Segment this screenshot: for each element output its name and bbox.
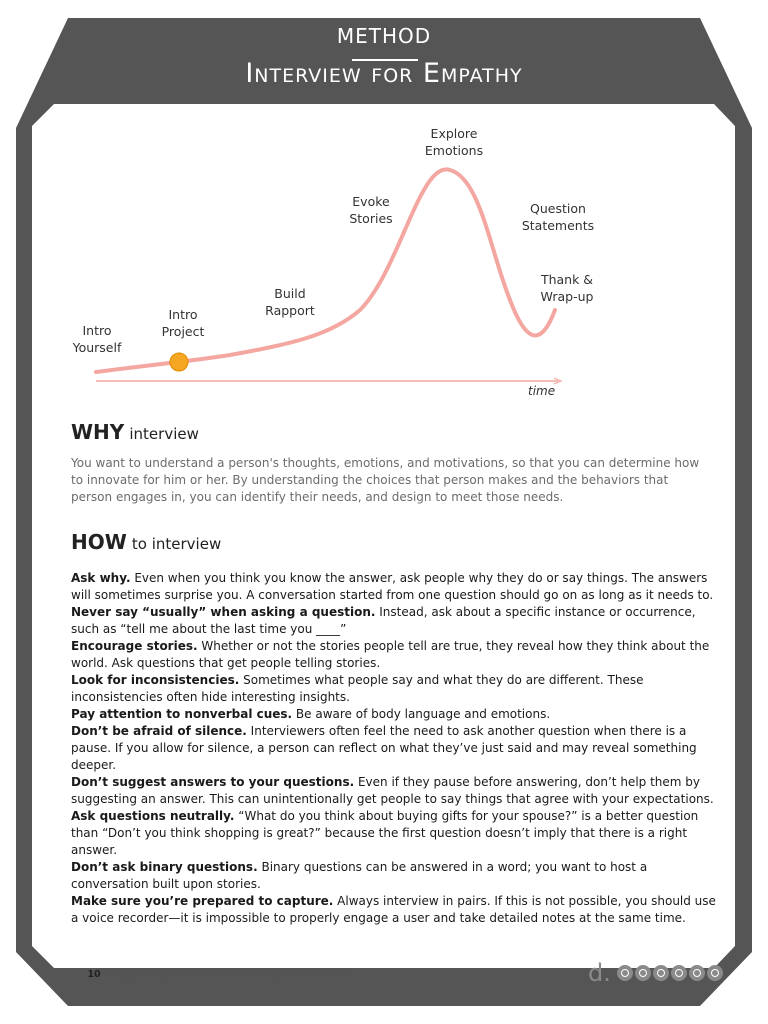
why-heading: [71, 420, 199, 444]
why-heading-small: interview: [129, 425, 199, 443]
curve-label-thank-wrapup: Thank & Wrap-up: [540, 272, 594, 304]
curve-label-build-rapport: Build Rapport: [265, 286, 315, 318]
list-item: Encourage stories. Whether or not the stories people tell are true, they reveal how they think about the world. Ask questions that get people telling stories.: [71, 639, 710, 670]
list-item: Pay attention to nonverbal cues. Be aware of body language and emotions.: [71, 707, 551, 721]
list-item: Never say “usually” when asking a question. Instead, ask about a specific instance or occurrence, such as “tell me about the last time you ____”: [71, 605, 696, 636]
logo-circle-icon: [653, 965, 669, 981]
footer-credit: Visual adapted from Michael Barry, Point Forward: [113, 969, 348, 980]
list-item: Don’t be afraid of silence. Interviewers often feel the need to ask another question when there is a pause. If you allow for silence, a person can reflect on what they’ve just said and may reveal something deeper.: [71, 724, 697, 772]
list-item: Don’t ask binary questions. Binary questions can be answered in a word; you want to host a conversation built upon stories.: [71, 860, 648, 891]
list-item: Make sure you’re prepared to capture. Always interview in pairs. If this is not possible, you should use a voice recorder—it is impossible to properly engage a user and take detailed notes at the same time.: [71, 894, 716, 925]
list-item: Don’t suggest answers to your questions. Even if they pause before answering, don’t help them by suggesting an answer. This can unintentionally get people to say things that agree with your expectations.: [71, 775, 714, 806]
curve-label-evoke-stories: Evoke Stories: [349, 194, 393, 226]
logo-letter: d.: [588, 959, 611, 987]
how-tips-list: [71, 570, 721, 927]
page-number: 10: [87, 969, 101, 980]
list-item: Look for inconsistencies. Sometimes what people say and what they do are different. These inconsistencies often hide interesting insights.: [71, 673, 644, 704]
why-body-text: You want to understand a person's thoughts, emotions, and motivations, so that you can determine how to innovate for him or her. By understanding the choices that person makes and the behaviors that person engages in, you can identify their needs, and design to meet those needs.: [71, 456, 700, 504]
curve-label-question-statements: Question Statements: [521, 201, 595, 233]
footer-credit-line: :: 10 :: Visual adapted from Michael Barry, Point Forward: [78, 969, 348, 980]
empathy-curve: [96, 169, 555, 372]
list-item: Ask why. Even when you think you know the answer, ask people why they do or say things. The answers will sometimes surprise you. A conversation started from one question should go on as long as it needs to.: [71, 571, 714, 602]
why-heading-big: WHY: [71, 420, 125, 444]
how-heading-small: to interview: [131, 535, 222, 553]
logo-circle-icon: [635, 965, 651, 981]
curve-label-intro-yourself: Intro Yourself: [72, 323, 122, 355]
time-axis-label: time: [528, 384, 556, 398]
dschool-logo: [588, 960, 723, 986]
how-heading: [71, 530, 221, 554]
current-stage-marker: [170, 353, 188, 371]
how-heading-big: HOW: [71, 530, 127, 554]
curve-label-explore-emotions: Explore Emotions: [424, 126, 484, 158]
logo-circle-icon: [689, 965, 705, 981]
curve-label-intro-project: Intro Project: [161, 307, 205, 339]
list-item: Ask questions neutrally. “What do you think about buying gifts for your spouse?” is a better question than “Don’t you think shopping is great?” because the first question doesn’t imply that there is a right answer.: [71, 809, 699, 857]
page-title: Interview for Empathy: [245, 58, 523, 89]
logo-circle-icon: [671, 965, 687, 981]
logo-circle-icon: [617, 965, 633, 981]
header-method: METHOD: [336, 24, 432, 48]
logo-circle-icon: [707, 965, 723, 981]
